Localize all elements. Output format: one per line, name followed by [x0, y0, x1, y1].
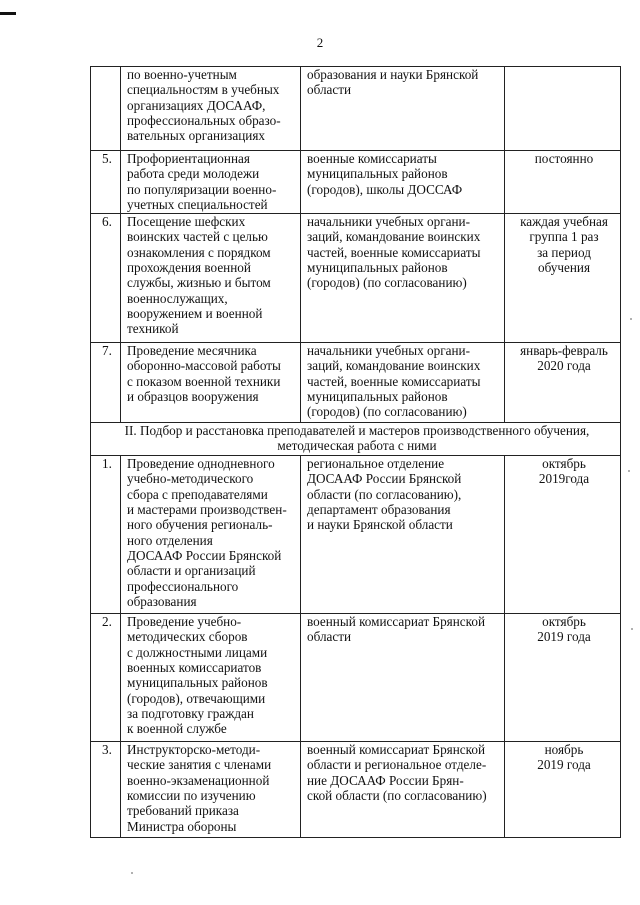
deadline-cell: ноябрь 2019 года	[505, 742, 621, 838]
scan-edge-mark	[0, 12, 16, 15]
event-cell: Инструкторско-методи- ческие занятия с членами военно-экзаменационной комиссии по изучению требований приказа Министра обороны	[121, 742, 301, 838]
responsible-cell: военный комиссариат Брянской области и региональное отделе- ние ДОСААФ России Брян- ской области (по согласованию)	[301, 742, 505, 838]
responsible-cell: начальники учебных органи- заций, командование воинских частей, военные комиссариаты муниципальных районов (городов) (по согласованию)	[301, 214, 505, 343]
row-number: 6.	[91, 214, 121, 343]
responsible-cell: военные комиссариаты муниципальных районов (городов), школы ДОССАФ	[301, 151, 505, 214]
responsible-cell: военный комиссариат Брянской области	[301, 614, 505, 742]
event-cell: по военно-учетным специальностям в учебных организациях ДОСААФ, профессиональных образо- вательных организациях	[121, 67, 301, 151]
table-row	[91, 214, 621, 343]
event-cell: Проведение однодневного учебно-методического сбора с преподавателями и мастерами производствен- ного обучения региональ- ного отделения ДОСААФ России Брянской области и организаций профессионального образования	[121, 456, 301, 614]
event-plan-table	[90, 66, 621, 838]
deadline-cell	[505, 67, 621, 151]
deadline-cell: октябрь 2019 года	[505, 614, 621, 742]
event-cell: Проведение месячника оборонно-массовой работы с показом военной техники и образцов вооружения	[121, 343, 301, 423]
event-cell: Проведение учебно- методических сборов с должностными лицами военных комиссариатов муниципальных районов (городов), отвечающими за подготовку граждан к военной службе	[121, 614, 301, 742]
row-number: 7.	[91, 343, 121, 423]
table-row	[91, 67, 621, 151]
table-row	[91, 151, 621, 214]
deadline-cell: январь-февраль 2020 года	[505, 343, 621, 423]
scan-speck	[630, 318, 632, 320]
row-number: 2.	[91, 614, 121, 742]
table-row	[91, 343, 621, 423]
scan-speck	[131, 872, 133, 874]
event-cell: Профориентационная работа среди молодежи по популяризации военно- учетных специальностей	[121, 151, 301, 214]
table-row	[91, 742, 621, 838]
row-number: 3.	[91, 742, 121, 838]
deadline-cell: каждая учебная группа 1 раз за период обучения	[505, 214, 621, 343]
section-heading-row	[91, 423, 621, 456]
row-number: 5.	[91, 151, 121, 214]
row-number: 1.	[91, 456, 121, 614]
table-row	[91, 614, 621, 742]
page-number: 2	[316, 35, 324, 50]
row-number	[91, 67, 121, 151]
deadline-cell: октябрь 2019года	[505, 456, 621, 614]
scan-speck	[628, 470, 630, 472]
scan-speck	[631, 628, 633, 630]
responsible-cell: региональное отделение ДОСААФ России Брянской области (по согласованию), департамент образования и науки Брянской области	[301, 456, 505, 614]
section-heading: II. Подбор и расстановка преподавателей и мастеров производственного обучения, методическая работа с ними	[91, 423, 621, 456]
table-row	[91, 456, 621, 614]
responsible-cell: начальники учебных органи- заций, командование воинских частей, военные комиссариаты муниципальных районов (городов) (по согласованию)	[301, 343, 505, 423]
deadline-cell: постоянно	[505, 151, 621, 214]
responsible-cell: образования и науки Брянской области	[301, 67, 505, 151]
event-cell: Посещение шефских воинских частей с целью ознакомления с порядком прохождения военной службы, жизнью и бытом военнослужащих, вооружением и военной техникой	[121, 214, 301, 343]
